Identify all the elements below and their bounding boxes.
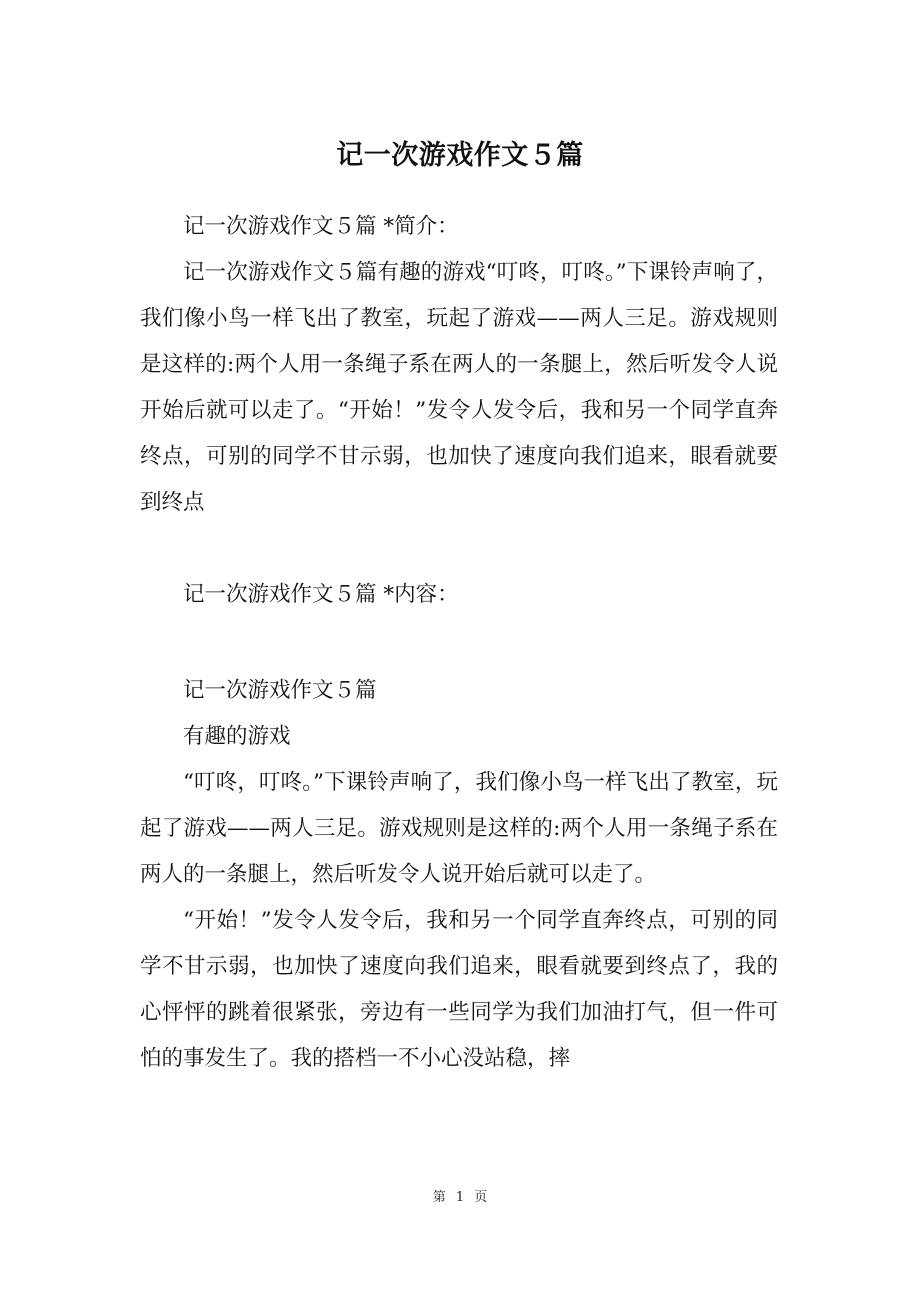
document-body bbox=[140, 204, 778, 1082]
footer-prefix: 第 bbox=[432, 1190, 446, 1205]
footer-suffix: 页 bbox=[474, 1190, 488, 1205]
summary-label: 记一次游戏作文５篇 *简介： bbox=[183, 214, 459, 239]
page-footer bbox=[0, 1188, 920, 1208]
document-title: 记一次游戏作文５篇 bbox=[336, 140, 584, 171]
essay-paragraph-2: “开始！”发令人发令后，我和另一个同学直奔终点，可别的同学不甘示弱，也加快了速度向我们追来，眼看就要到终点了，我的心怦怦的跳着很紧张，旁边有一些同学为我们加油打气，但一件可怕的事发生了。我的搭档一不小心没站稳，摔 bbox=[140, 908, 778, 1071]
summary-paragraph: 记一次游戏作文５篇有趣的游戏“叮咚，叮咚。”下课铃声响了，我们像小鸟一样飞出了教室，玩起了游戏——两人三足。游戏规则是这样的:两个人用一条绳子系在两人的一条腿上，然后听发令人说开始后就可以走了。“开始！”发令人发令后，我和另一个同学直奔终点，可别的同学不甘示弱，也加快了速度向我们追来，眼看就要到终点 bbox=[140, 260, 778, 515]
footer-page-number: 1 bbox=[455, 1190, 465, 1205]
essay-title: 有趣的游戏 bbox=[183, 724, 291, 749]
essay-paragraph-1: “叮咚，叮咚。”下课铃声响了，我们像小鸟一样飞出了教室，玩起了游戏——两人三足。游戏规则是这样的:两个人用一条绳子系在两人的一条腿上，然后听发令人说开始后就可以走了。 bbox=[140, 770, 778, 887]
content-heading: 记一次游戏作文５篇 bbox=[183, 678, 377, 703]
content-label: 记一次游戏作文５篇 *内容： bbox=[183, 582, 459, 607]
